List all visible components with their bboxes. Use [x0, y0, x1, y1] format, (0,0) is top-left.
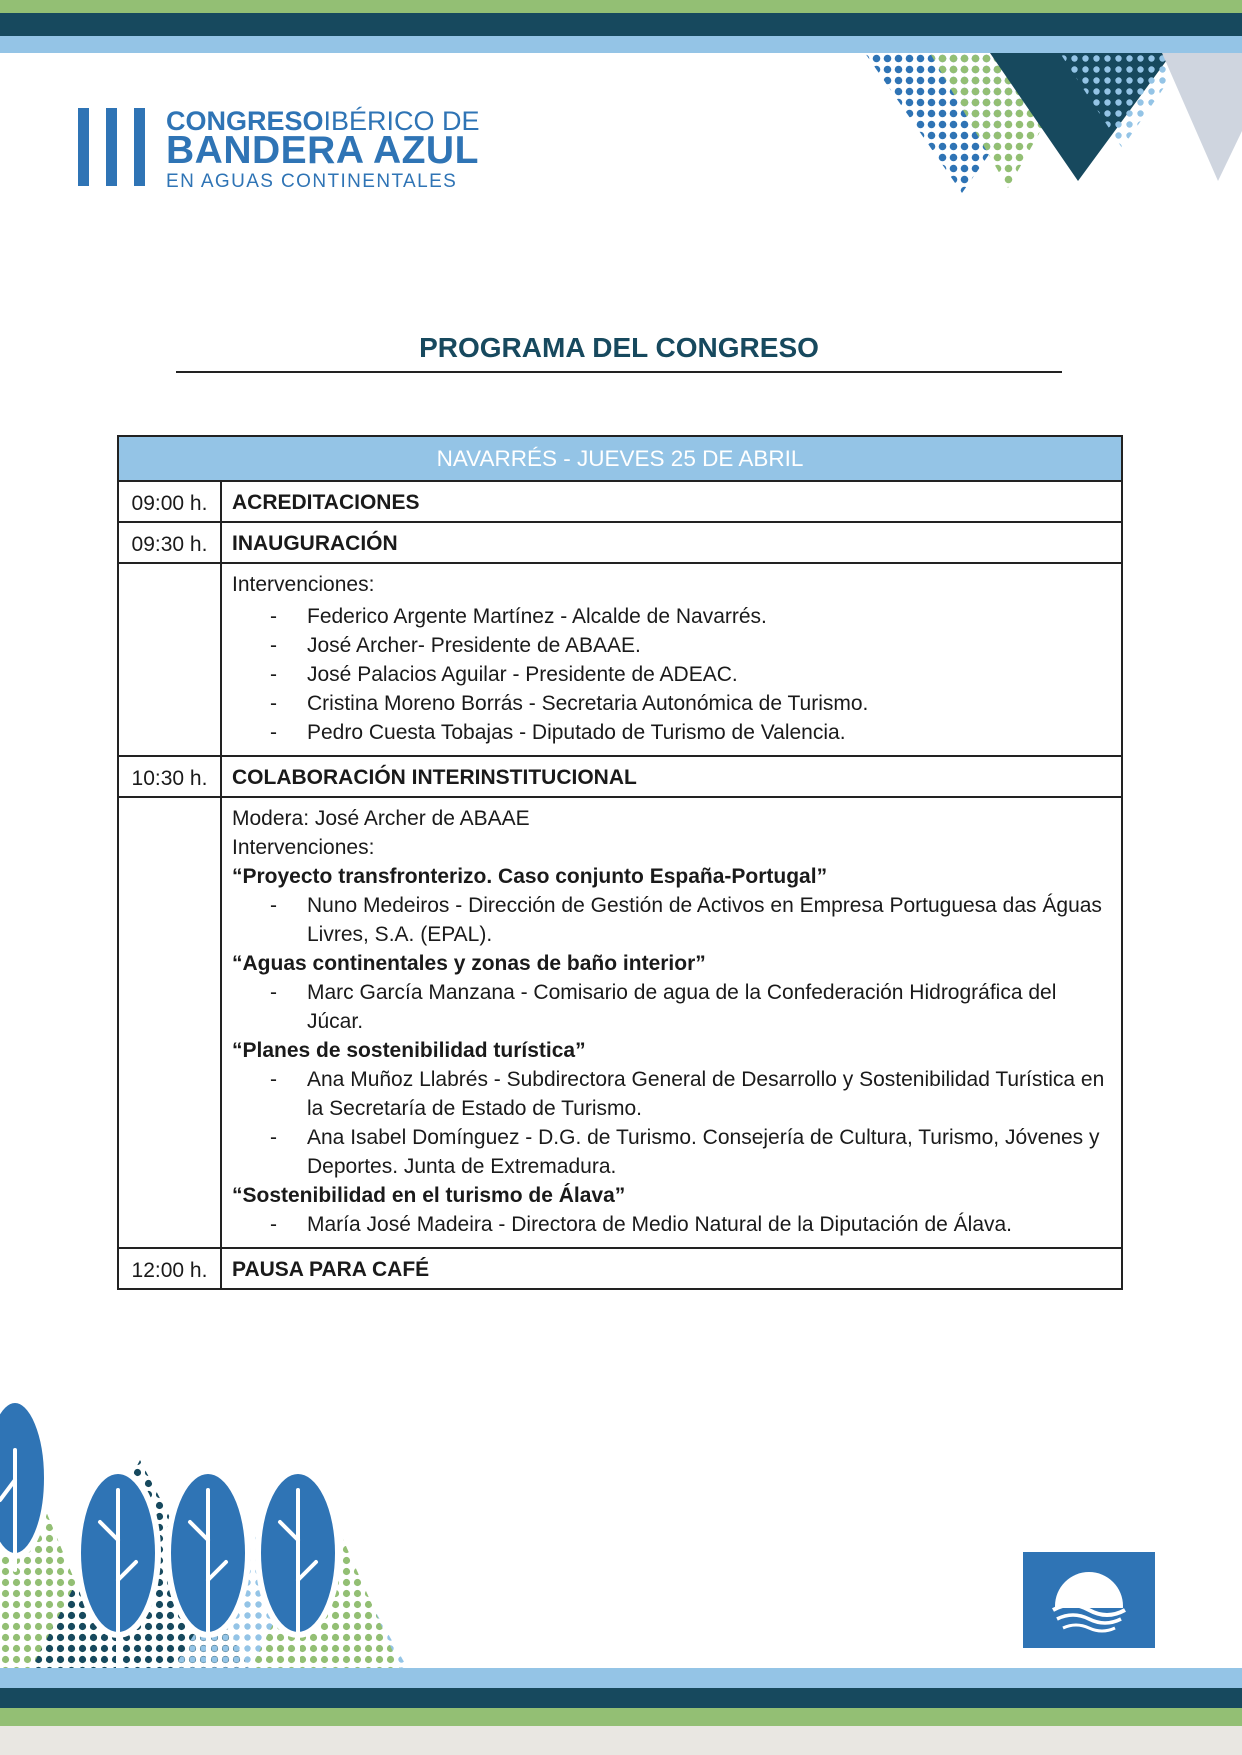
- logo-bar: [134, 108, 145, 186]
- logo-bar: [78, 108, 89, 186]
- speaker-list: [232, 602, 1111, 747]
- day-header-row: [118, 436, 1122, 481]
- table-row-inauguration-details: [118, 563, 1122, 756]
- moderator: Modera: José Archer de ABAAE: [232, 807, 530, 830]
- speakers-label: Intervenciones:: [232, 573, 375, 596]
- speaker-list: [232, 891, 1111, 949]
- program-table: [117, 435, 1123, 1290]
- congress-logo: [78, 106, 498, 192]
- top-stripe-green: [0, 0, 1242, 13]
- title-underline: [176, 371, 1062, 373]
- logo-line-1-rest: IBÉRICO DE: [323, 106, 480, 136]
- list-item: - Pedro Cuesta Tobajas - Diputado de Turismo de Valencia.: [232, 718, 1111, 747]
- table-row-collaboration: [118, 756, 1122, 797]
- time-cell: 09:00 h.: [118, 481, 221, 522]
- table-row-coffee-break: [118, 1248, 1122, 1289]
- logo-line-1-bold: CONGRESO: [166, 106, 324, 136]
- logo-line-2: BANDERA AZUL: [166, 129, 479, 172]
- list-item: - José Palacios Aguilar - Presidente de ADEAC.: [232, 660, 1111, 689]
- day-header: NAVARRÉS - JUEVES 25 DE ABRIL: [118, 436, 1122, 481]
- speaker-list: [232, 978, 1111, 1036]
- table-row-accreditation: [118, 481, 1122, 522]
- session-title: ACREDITACIONES: [221, 481, 1122, 522]
- topic-title: “Aguas continentales y zonas de baño interior”: [232, 952, 706, 975]
- session-title: PAUSA PARA CAFÉ: [221, 1248, 1122, 1289]
- list-item: - Ana Muñoz Llabrés - Subdirectora General de Desarrollo y Sostenibilidad Turística en la Secretaría de Estado de Turismo.: [232, 1065, 1111, 1123]
- time-cell: 10:30 h.: [118, 756, 221, 797]
- list-item: - Ana Isabel Domínguez - D.G. de Turismo. Consejería de Cultura, Turismo, Jóvenes y Deportes. Junta de Extremadura.: [232, 1123, 1111, 1181]
- time-cell: 09:30 h.: [118, 522, 221, 563]
- list-item: - Marc García Manzana - Comisario de agua de la Confederación Hidrográfica del Júcar.: [232, 978, 1111, 1036]
- blue-flag-logo: [1023, 1552, 1155, 1648]
- list-item: - María José Madeira - Directora de Medio Natural de la Diputación de Álava.: [232, 1210, 1111, 1239]
- decorative-triangles: [860, 53, 1242, 203]
- speakers-label: Intervenciones:: [232, 836, 375, 859]
- decorative-trees: [0, 1390, 420, 1710]
- session-title: COLABORACIÓN INTERINSTITUCIONAL: [221, 756, 1122, 797]
- page-title: PROGRAMA DEL CONGRESO: [419, 332, 819, 363]
- bottom-stripe-light-blue: [0, 1668, 1242, 1688]
- bottom-stripe-navy: [0, 1688, 1242, 1708]
- list-item: - Nuno Medeiros - Dirección de Gestión de Activos en Empresa Portuguesa das Águas Livres, S.A. (EPAL).: [232, 891, 1111, 949]
- list-item: - Cristina Moreno Borrás - Secretaria Autonómica de Turismo.: [232, 689, 1111, 718]
- top-stripe-light-blue: [0, 36, 1242, 53]
- logo-line-3: EN AGUAS CONTINENTALES: [166, 171, 458, 192]
- session-title: INAUGURACIÓN: [221, 522, 1122, 563]
- time-cell: 12:00 h.: [118, 1248, 221, 1289]
- topic-title: “Sostenibilidad en el turismo de Álava”: [232, 1184, 626, 1207]
- bottom-stripe-green: [0, 1708, 1242, 1726]
- speaker-list: [232, 1065, 1111, 1181]
- top-stripe-navy: [0, 13, 1242, 36]
- time-cell-empty: [118, 797, 221, 1248]
- table-row-inauguration: [118, 522, 1122, 563]
- list-item: - José Archer- Presidente de ABAAE.: [232, 631, 1111, 660]
- table-row-collaboration-details: [118, 797, 1122, 1248]
- logo-bar: [106, 108, 117, 186]
- bottom-stripe-grey: [0, 1726, 1242, 1755]
- list-item: - Federico Argente Martínez - Alcalde de Navarrés.: [232, 602, 1111, 631]
- topic-title: “Proyecto transfronterizo. Caso conjunto España-Portugal”: [232, 865, 828, 888]
- topic-title: “Planes de sostenibilidad turística”: [232, 1039, 586, 1062]
- speaker-list: [232, 1210, 1111, 1239]
- time-cell-empty: [118, 563, 221, 756]
- session-details: [221, 563, 1122, 756]
- session-details: [221, 797, 1122, 1248]
